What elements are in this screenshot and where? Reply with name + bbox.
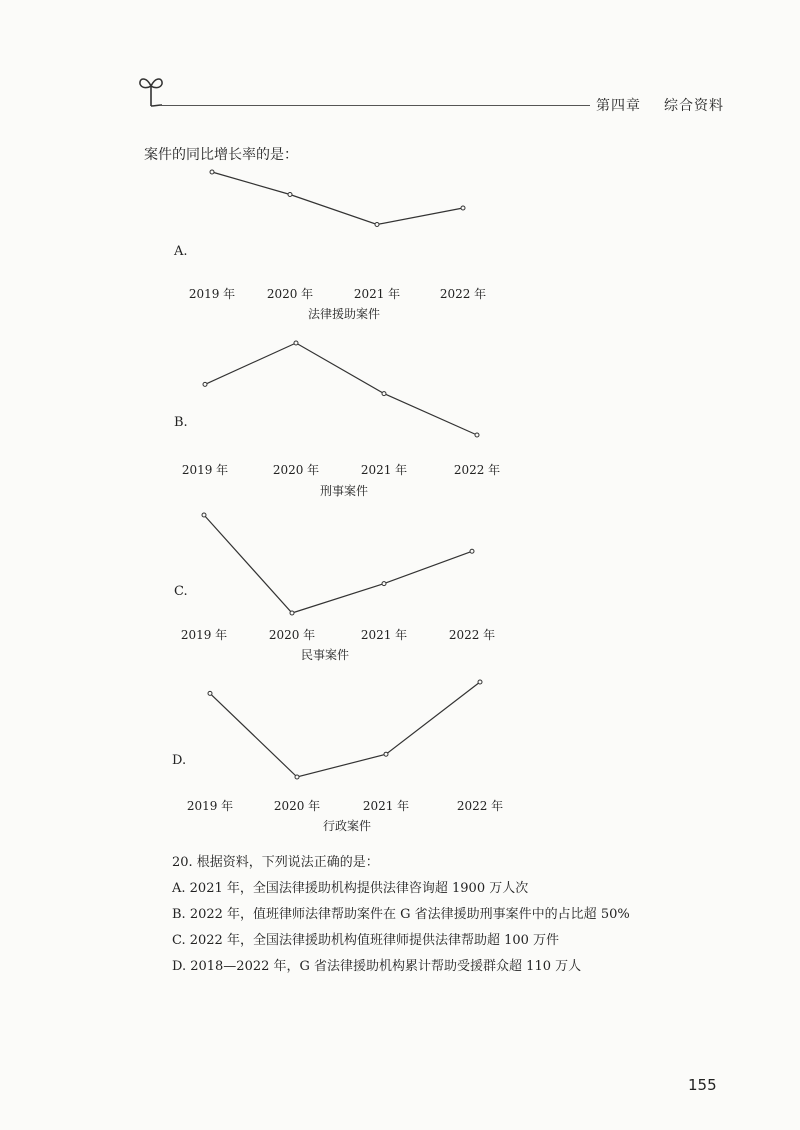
data-point — [290, 611, 294, 615]
data-point — [475, 433, 479, 437]
data-point — [382, 582, 386, 586]
x-tick-label: 2021 年 — [362, 799, 410, 813]
x-tick-label: 2021 年 — [360, 628, 408, 642]
data-point — [208, 691, 212, 695]
option-letter: D. — [172, 753, 187, 768]
data-point — [461, 206, 465, 210]
data-point — [295, 775, 299, 779]
question-20-stem: 20. 根据资料，下列说法正确的是： — [172, 855, 379, 870]
data-point — [203, 382, 207, 386]
data-point — [470, 549, 474, 553]
question-20-option-d: D. 2018—2022 年，G 省法律援助机构累计帮助受援群众超 110 万人 — [172, 959, 582, 974]
header-chapter: 第四章 — [596, 98, 641, 114]
chart-option-d — [0, 672, 800, 842]
question-20 — [172, 850, 630, 980]
option-letter: B. — [174, 415, 188, 430]
x-tick-label: 2019 年 — [186, 799, 234, 813]
data-point — [202, 513, 206, 517]
option-letter: C. — [174, 584, 188, 599]
x-tick-label: 2022 年 — [448, 628, 496, 642]
series-line — [210, 682, 480, 777]
question-20-option-c: C. 2022 年，全国法律援助机构值班律师提供法律帮助超 100 万件 — [172, 933, 560, 948]
header-section: 综合资料 — [664, 98, 724, 114]
chart-option-a — [0, 160, 800, 330]
chart-title: 民事案件 — [300, 648, 350, 662]
x-tick-label: 2021 年 — [360, 463, 408, 477]
header-rule — [160, 105, 590, 106]
option-letter: A. — [174, 244, 188, 259]
x-tick-label: 2019 年 — [188, 287, 236, 301]
data-point — [294, 341, 298, 345]
data-point — [384, 752, 388, 756]
x-tick-label: 2022 年 — [439, 287, 487, 301]
x-tick-label: 2022 年 — [456, 799, 504, 813]
data-point — [382, 392, 386, 396]
x-tick-label: 2019 年 — [180, 628, 228, 642]
data-point — [288, 193, 292, 197]
x-tick-label: 2022 年 — [453, 463, 501, 477]
question-20-option-a: A. 2021 年，全国法律援助机构提供法律咨询超 1900 万人次 — [172, 881, 529, 896]
intro-text: 案件的同比增长率的是： — [144, 147, 298, 163]
series-line — [205, 343, 477, 435]
x-tick-label: 2019 年 — [181, 463, 229, 477]
series-line — [204, 515, 472, 613]
data-point — [210, 170, 214, 174]
x-tick-label: 2020 年 — [272, 463, 320, 477]
chart-title: 行政案件 — [322, 819, 372, 833]
chart-option-c — [0, 505, 800, 675]
chart-title: 刑事案件 — [319, 484, 369, 498]
data-point — [375, 223, 379, 227]
data-point — [478, 680, 482, 684]
question-20-option-b: B. 2022 年，值班律师法律帮助案件在 G 省法律援助刑事案件中的占比超 50% — [172, 907, 630, 922]
series-line — [212, 172, 463, 225]
sprout-icon — [138, 72, 164, 108]
x-tick-label: 2020 年 — [268, 628, 316, 642]
x-tick-label: 2020 年 — [273, 799, 321, 813]
chart-title: 法律援助案件 — [307, 307, 381, 321]
x-tick-label: 2020 年 — [266, 287, 314, 301]
chart-option-b — [0, 333, 800, 503]
x-tick-label: 2021 年 — [353, 287, 401, 301]
page-number: 155 — [688, 1076, 717, 1094]
